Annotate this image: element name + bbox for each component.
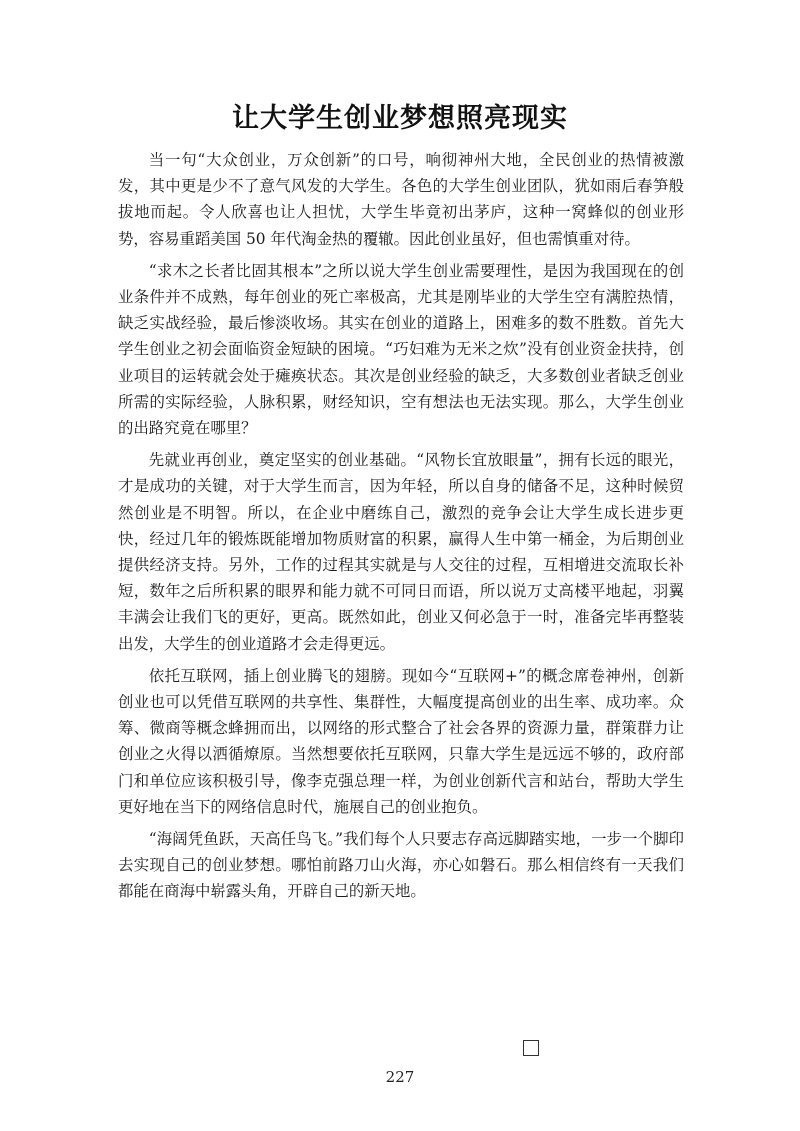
paragraph: 当一句“大众创业，万众创新”的口号，响彻神州大地，全民创业的热情被激发，其中更是少不了意气风发的大学生。各色的大学生创业团队，犹如雨后春笋般拔地而起。令人欣喜也让人担忧，大学生毕竟初出茅庐，这种一窝蜂似的创业形势，容易重蹈美国 50 年代淘金热的覆辙。因此创业虽好，但也需慎重对待。 <box>118 151 684 248</box>
page-number: 227 <box>385 1068 415 1086</box>
checkbox-square-icon <box>523 1040 539 1056</box>
paragraph: 依托互联网，插上创业腾飞的翅膀。现如今“互联网+”的概念席卷神州，创新创业也可以凭借互联网的共享性、集群性，大幅度提高创业的出生率、成功率。众筹、微商等概念蜂拥而出，以网络的形式整合了社会各界的资源力量，群策群力让创业之火得以洒循燎原。当然想要依托互联网，只靠大学生是远远不够的，政府部门和单位应该积极引导，像李克强总理一样，为创业创新代言和站台，帮助大学生更好地在当下的网络信息时代，施展自己的创业抱负。 <box>118 666 684 816</box>
article-body <box>118 147 684 911</box>
paragraph: “海阔凭鱼跃，天高任鸟飞。”我们每个人只要志存高远脚踏实地，一步一个脚印去实现自己的创业梦想。哪怕前路刀山火海，亦心如磐石。那么相信终有一天我们都能在商海中崭露头角，开辟自己的新天地。 <box>118 830 684 901</box>
document-title: 让大学生创业梦想照亮现实 <box>232 103 568 134</box>
paragraph: 先就业再创业，奠定坚实的创业基础。“风物长宜放眼量”，拥有长远的眼光，才是成功的关键，对于大学生而言，因为年轻，所以自身的储备不足，这种时候贸然创业是不明智。所以，在企业中磨练自己，激烈的竞争会让大学生成长进步更快，经过几年的锻炼既能增加物质财富的积累，赢得人生中第一桶金，为后期创业提供经济支持。另外，工作的过程其实就是与人交往的过程，互相增进交流取长补短，数年之后所积累的眼界和能力就不可同日而语，所以说万丈高楼平地起，羽翼丰满会让我们飞的更好，更高。既然如此，创业又何必急于一时，准备完毕再整装出发，大学生的创业道路才会走得更远。 <box>118 451 684 653</box>
paragraph: “求木之长者比固其根本”之所以说大学生创业需要理性，是因为我国现在的创业条件并不成熟，每年创业的死亡率极高，尤其是刚毕业的大学生空有满腔热情，缺乏实战经验，最后惨淡收场。其实在创业的道路上，困难多的数不胜数。首先大学生创业之初会面临资金短缺的困境。“巧妇难为无米之炊”没有创业资金扶持，创业项目的运转就会处于瘫痪状态。其次是创业经验的缺乏，大多数创业者缺乏创业所需的实际经验，人脉积累，财经知识，空有想法也无法实现。那么，大学生创业的出路究竟在哪里？ <box>118 261 684 438</box>
